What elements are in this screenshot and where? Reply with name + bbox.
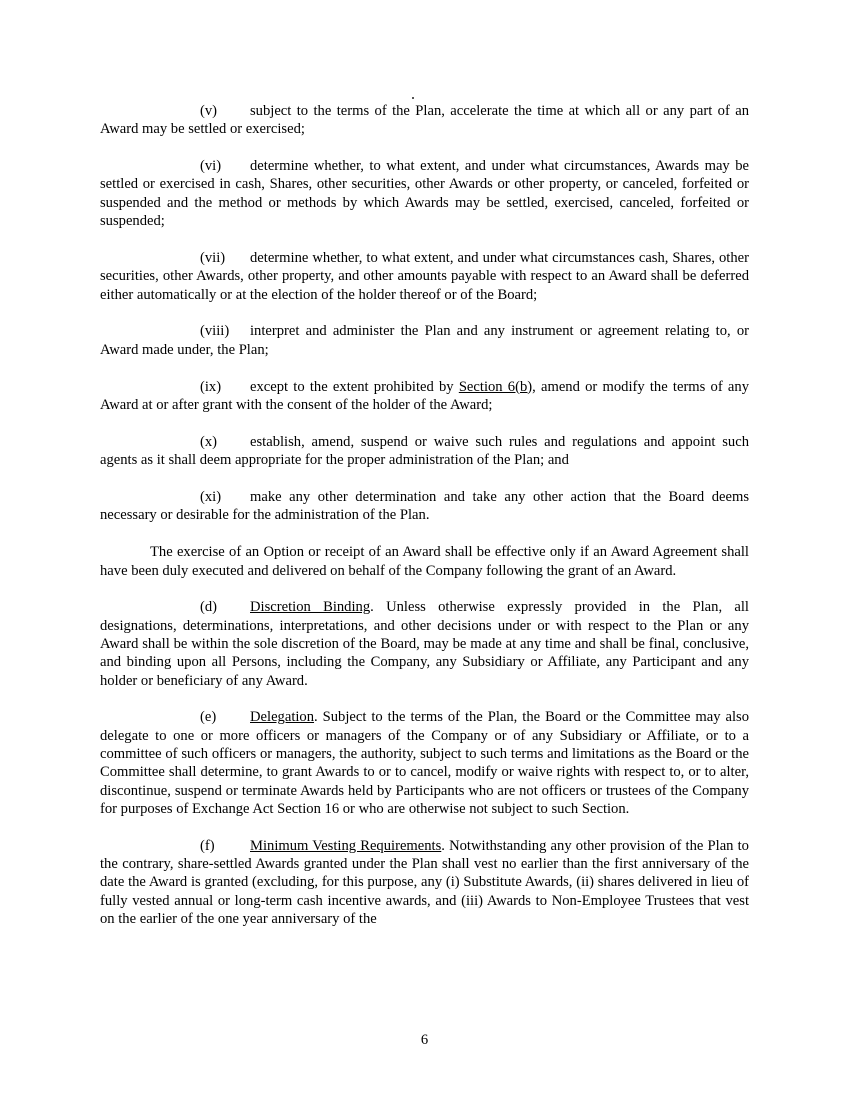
section-number: (d)	[200, 599, 218, 616]
item-vi	[100, 157, 749, 230]
section-number: (f)	[200, 837, 215, 854]
section-heading: Discretion Binding	[250, 599, 371, 616]
item-text: determine whether, to what extent, and under what circumstances cash, Shares, other securities, other Awards, other property, and other amounts payable with respect to an Award shall be deferred either automatically or at the election of the holder thereof or of the Board;	[100, 249, 749, 303]
item-number: (vii)	[200, 249, 226, 266]
item-text: establish, amend, suspend or waive such rules and regulations and appoint such agents as it shall deem appropriate for the proper administration of the Plan; and	[100, 433, 749, 469]
item-number: (v)	[200, 103, 218, 119]
item-number: (x)	[200, 433, 218, 450]
item-number: (xi)	[200, 489, 222, 506]
item-x	[100, 433, 749, 470]
item-viii	[100, 322, 749, 359]
item-xi	[100, 488, 749, 525]
item-ix	[100, 378, 749, 415]
section-reference-link[interactable]: Section 6(b),	[458, 378, 536, 395]
item-vii	[100, 249, 749, 304]
item-number: (vi)	[200, 158, 222, 175]
item-text: determine whether, to what extent, and under what circumstances, Awards may be settled or exercised in cash, Shares, other securities, other Awards or other property, or canceled, forfeited or suspended and the method or methods by which Awards may be settled, exercised, canceled, forfeited or suspended;	[100, 158, 749, 230]
item-text-pre: except to the extent prohibited by	[250, 378, 459, 395]
section-text: . Subject to the terms of the Plan, the Board or the Committee may also delegate to one or more officers or managers of the Company or of any Subsidiary or Affiliate, or to a committee of such officers or managers, the authority, subject to such terms and limitations as the Board or the Committee shall determine, to grant Awards to or to cancel, modify or waive rights with respect to, or to alter, discontinue, suspend or terminate Awards held by Participants who are not officers or trustees of the Company for purposes of Exchange Act Section 16 or who are otherwise not subject to such Section.	[100, 709, 749, 817]
item-text: subject to the terms of the Plan, accelerate the time at which all or any part of an Award may be settled or exercised;	[100, 103, 749, 138]
item-text-post: amend or modify the terms of any Award at or after grant with the consent of the holder of the Award;	[100, 378, 750, 413]
exercise-paragraph: The exercise of an Option or receipt of an Award shall be effective only if an Award Agreement shall have been duly executed and delivered on behalf of the Company following the grant of an Award.	[100, 544, 749, 579]
section-text: . Notwithstanding any other provision of the Plan to the contrary, share-settled Awards granted under the Plan shall vest no earlier than the first anniversary of the date the Award is granted (excluding, for this purpose, any (i) Substitute Awards, (ii) shares delivered in lieu of fully vested annual or long-term cash incentive awards, and (iii) Awards to Non-Employee Trustees that vest on the earlier of the one year anniversary of the	[100, 837, 749, 928]
item-v	[100, 102, 749, 139]
section-text: . Unless otherwise expressly provided in the Plan, all designations, determinations, interpretations, and other decisions under or with respect to the Plan or any Award shall be within the sole discretion of the Board, may be made at any time and shall be final, conclusive, and binding upon all Persons, including the Company, any Subsidiary or Affiliate, any Participant and any holder or beneficiary of any Award.	[100, 599, 749, 689]
page-number: 6	[420, 1032, 429, 1048]
section-f	[100, 837, 749, 928]
section-heading: Minimum Vesting Requirements	[250, 837, 442, 854]
section-heading: Delegation	[250, 709, 315, 726]
item-text: make any other determination and take any other action that the Board deems necessary or desirable for the administration of the Plan.	[100, 489, 749, 524]
section-e	[100, 708, 749, 818]
item-number: (ix)	[200, 378, 222, 395]
item-text: interpret and administer the Plan and any instrument or agreement relating to, or Award made under, the Plan;	[100, 323, 749, 358]
scan-mark	[412, 97, 414, 99]
section-d	[100, 598, 749, 689]
item-number: (viii)	[200, 323, 230, 340]
document-page	[100, 102, 749, 947]
section-number: (e)	[200, 709, 217, 726]
